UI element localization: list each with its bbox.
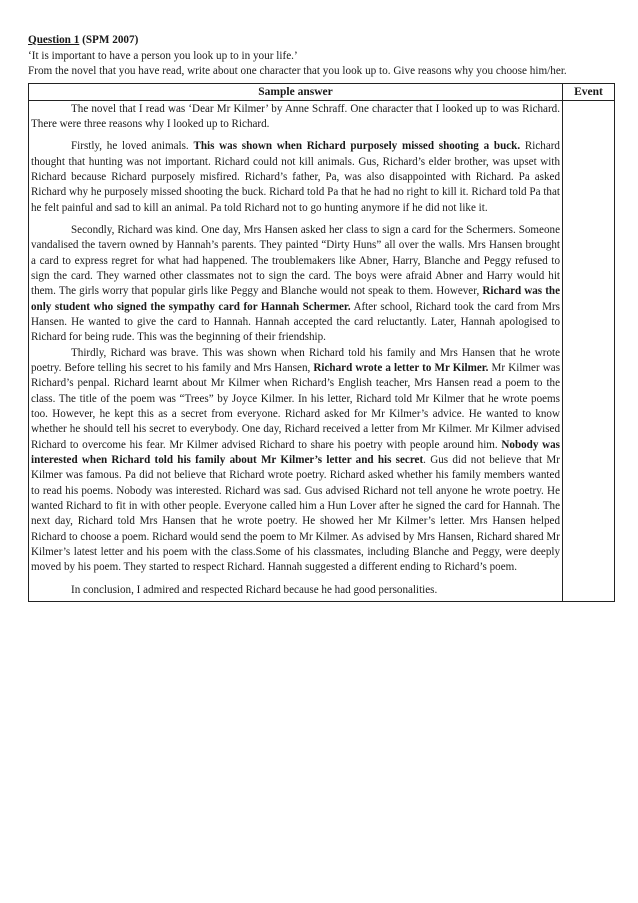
essay-conclusion (31, 583, 560, 598)
essay-cell (29, 100, 563, 602)
essay-point-one (31, 139, 560, 216)
point-three-text-c: Mr Kilmer was Richard’s penpal. Richard learnt about Mr Kilmer when Richard’s English teacher, Mrs Hansen read a poem to the class. The title of the poem was “Trees” by Joyce Kilmer. In his letter, Richard told Mr Kilmer that he wrote poems too. However, he kept this as a secret from everyone. Richard asked for Mr Kilmer’s advice. He wanted to know whether he should tell his secret to everybody. One day, Richard received a letter from Mr Kilmer. Mr Kilmer advised Richard to overcome his fear. Mr Kilmer advised Richard to share his poetry with people around him. (31, 362, 561, 451)
table-header-row (29, 83, 615, 100)
question-title (28, 33, 614, 49)
table-body-row (29, 100, 615, 602)
point-three-text-e: . Gus did not believe that Mr Kilmer was famous. Pa did not believe that Richard wrote poetry. Richard asked whether his family members wanted to read his poems. Nobody was interested. Richard was sad. Gus advised Richard not tell anyone he wrote poetry. He wanted Richard to fit in with other people. Everyone called him a Hun Lover after he signed the card for Hannah. The next day, Richard told Mrs Hansen that he wrote poetry. He showed her Mr Kilmer’s letter. Mrs Hansen helped Richard to choose a poem. Richard would send the poem to Mr Kilmer. As advised by Mrs Hansen, Richard shared Mr Kilmer’s latest letter and his poem with the class.Some of his classmates, including Blanche and Peggy, were deeply moved by his poem. They started to respect Richard. Hannah suggested a different ending to Richard’s poem. (31, 454, 560, 574)
conclusion-text: In conclusion, I admired and respected Richard because he had good personalities. (71, 583, 438, 596)
point-two-text-c: After school, Richard took the card from Mrs Hansen. He wanted to give the card to Hannah. Hannah accepted the card reluctantly. Later, Hannah apologised to Richard for being rude. This was the beginning of their friendship. (31, 300, 560, 344)
point-three-highlight-1: Richard wrote a letter to Mr Kilmer. (313, 362, 489, 374)
point-two-text-a: Secondly, Richard was kind. One day, Mrs Hansen asked her class to sign a card for the Schermers. Someone vandalised the tavern owned by Hannah’s parents. They painted “Dirty Huns” all over the walls. Mrs Hansen brought a card to express regret for what had happened. The troublemakers like Abner, Harry, Blanche and Peggy refused to sign the card. They warned other classmates not to sign the card. The boys were afraid Abner and Harry would hit them. The girls worry that popular girls like Peggy and Blanche would not speak to them. However, (31, 223, 560, 298)
question-label: Question 1 (28, 34, 80, 46)
point-one-text-c: Richard thought that hunting was not important. Richard could not kill animals. Gus, Richard’s elder brother, was upset with Richard because Richard purposely misfired. Richard’s father, Pa, was also disappointed with Richard. Pa asked Richard why he purposely missed shooting the buck. Richard told Pa that he had no right to kill it. Richard told Pa that he felt painful and sad to kill an animal. Pa told Richard not to go hunting anymore if he did not like it. (31, 140, 560, 214)
question-header (28, 33, 614, 80)
header-event: Event (563, 83, 615, 100)
point-three-highlight-2: Nobody was interested when Richard told his family about Mr Kilmer’s letter and his secret (31, 438, 560, 467)
document-page (28, 33, 614, 602)
intro-text: The novel that I read was ‘Dear Mr Kilmer’ by Anne Schraff. One character that I looked up to was Richard. There were three reasons why I looked up to Richard. (31, 102, 560, 130)
point-one-text-a: Firstly, he loved animals. (71, 140, 194, 153)
event-cell (563, 100, 615, 602)
sample-answer-table (28, 83, 615, 603)
point-three-text-a: Thirdly, Richard was brave. This was shown when Richard told his family and Mrs Hansen that he wrote poetry. Before telling his secret to his family and Mrs Hansen, (31, 346, 560, 374)
question-quote: ‘It is important to have a person you look up to in your life.’ (28, 49, 298, 62)
point-two-highlight: Richard was the only student who signed the sympathy card for Hannah Schermer. (31, 285, 560, 313)
question-source: (SPM 2007) (82, 34, 139, 46)
essay-point-three (31, 346, 560, 576)
header-sample-answer: Sample answer (29, 83, 563, 100)
point-one-highlight: This was shown when Richard purposely missed shooting a buck. (193, 140, 521, 153)
essay-point-two (31, 223, 560, 346)
question-instruction: From the novel that you have read, write about one character that you look up to. Give reasons why you choose him/her. (28, 65, 567, 77)
essay-introduction (31, 102, 560, 133)
